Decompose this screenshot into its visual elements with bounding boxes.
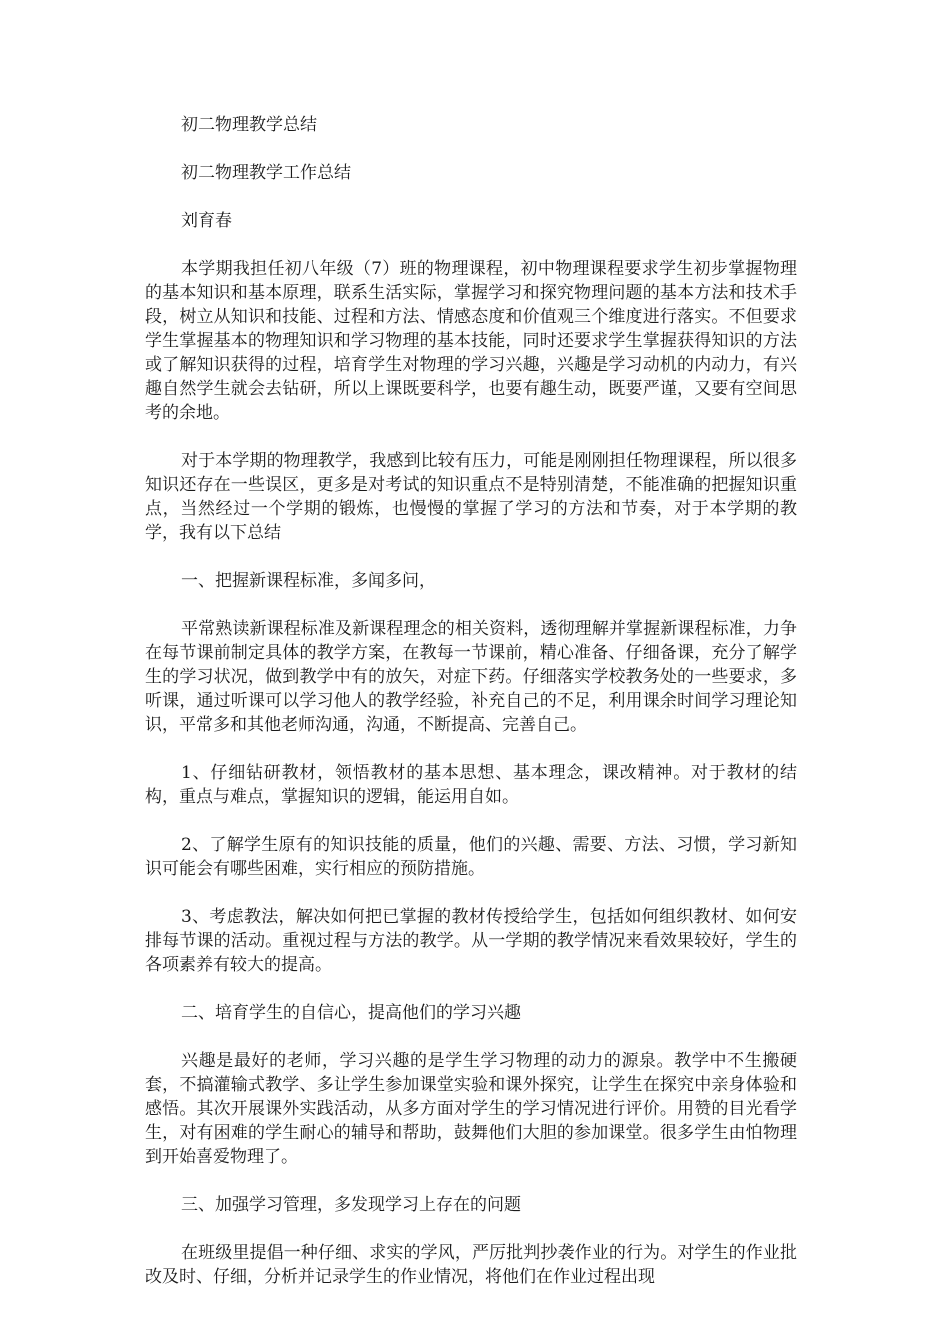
section-heading-3: 三、加强学习管理，多发现学习上存在的问题 (181, 1195, 521, 1215)
list-item-3: 3、考虑教法，解决如何把已掌握的教材传授给学生，包括如何组织教材、如何安排每节课的活动。重视过程与方法的教学。从一学期的教学情况来看效果较好，学生的各项素养有较大的提高。 (145, 907, 797, 975)
document-subtitle: 初二物理教学工作总结 (181, 163, 351, 183)
section-heading-1: 一、把握新课程标准，多闻多问， (181, 571, 436, 591)
paragraph-section-2: 兴趣是最好的老师，学习兴趣的是学生学习物理的动力的源泉。教学中不生搬硬套，不搞灌输式教学、多让学生参加课堂实验和课外探究，让学生在探究中亲身体验和感悟。其次开展课外实践活动，从多方面对学生的学习情况进行评价。用赞的目光看学生，对有困难的学生耐心的辅导和帮助，鼓舞他们大胆的参加课堂。很多学生由怕物理到开始喜爱物理了。 (145, 1051, 797, 1167)
document-title: 初二物理教学总结 (181, 115, 317, 135)
list-item-2: 2、了解学生原有的知识技能的质量，他们的兴趣、需要、方法、习惯，学习新知识可能会有哪些困难，实行相应的预防措施。 (145, 835, 797, 879)
paragraph-reflection: 对于本学期的物理教学，我感到比较有压力，可能是刚刚担任物理课程，所以很多知识还存在一些误区，更多是对考试的知识重点不是特别清楚，不能准确的把握知识重点，当然经过一个学期的锻炼，也慢慢的掌握了学习的方法和节奏，对于本学期的教学，我有以下总结 (145, 451, 797, 543)
paragraph-section-1: 平常熟读新课程标准及新课程理念的相关资料，透彻理解并掌握新课程标准，力争在每节课前制定具体的教学方案，在教每一节课前，精心准备、仔细备课，充分了解学生的学习状况，做到教学中有的放矢，对症下药。仔细落实学校教务处的一些要求，多听课，通过听课可以学习他人的教学经验，补充自己的不足，利用课余时间学习理论知识，平常多和其他老师沟通，沟通，不断提高、完善自己。 (145, 619, 797, 735)
paragraph-intro: 本学期我担任初八年级（7）班的物理课程，初中物理课程要求学生初步掌握物理的基本知识和基本原理，联系生活实际，掌握学习和探究物理问题的基本方法和技术手段，树立从知识和技能、过程和方法、情感态度和价值观三个维度进行落实。不但要求学生掌握基本的物理知识和学习物理的基本技能，同时还要求学生掌握获得知识的方法或了解知识获得的过程，培育学生对物理的学习兴趣，兴趣是学习动机的内动力，有兴趣自然学生就会去钻研，所以上课既要科学，也要有趣生动，既要严谨，又要有空间思考的余地。 (145, 259, 797, 423)
document-author: 刘育春 (181, 211, 232, 231)
paragraph-section-3: 在班级里提倡一种仔细、求实的学风，严厉批判抄袭作业的行为。对学生的作业批改及时、仔细，分析并记录学生的作业情况，将他们在作业过程出现 (145, 1243, 797, 1287)
section-heading-2: 二、培育学生的自信心，提高他们的学习兴趣 (181, 1003, 521, 1023)
document-body (145, 113, 797, 1313)
list-item-1: 1、仔细钻研教材，领悟教材的基本思想、基本理念，课改精神。对于教材的结构，重点与难点，掌握知识的逻辑，能运用自如。 (145, 763, 797, 807)
